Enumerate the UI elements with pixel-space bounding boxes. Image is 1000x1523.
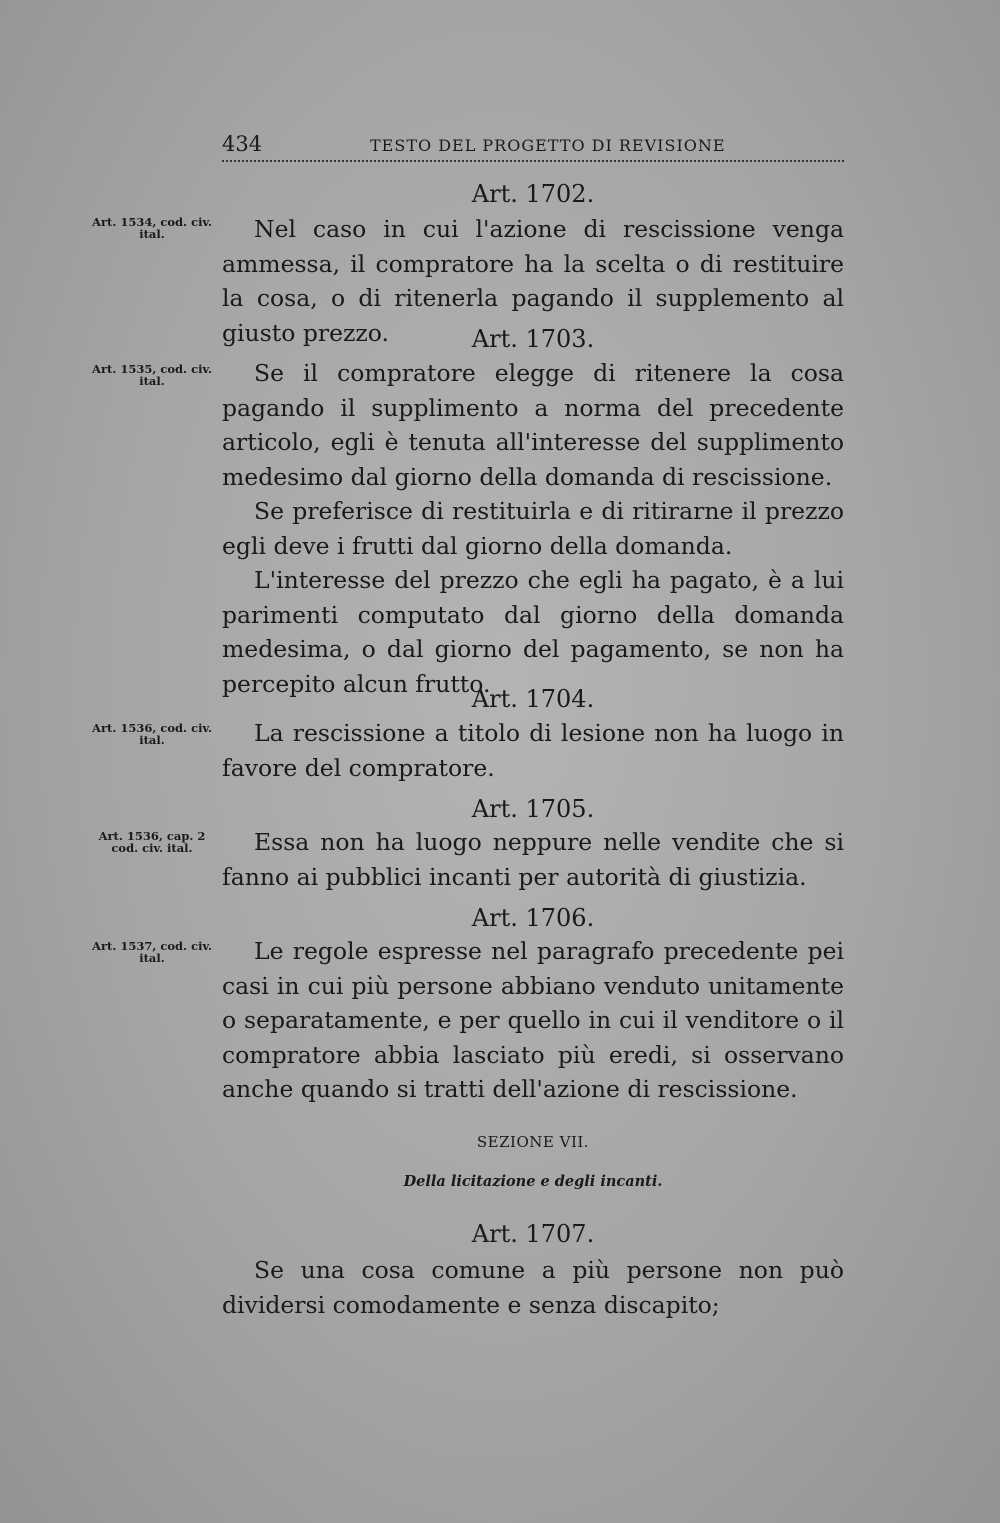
margin-note: Art. 1536, cap. 2 cod. civ. ital. bbox=[98, 829, 206, 855]
header-rule bbox=[222, 160, 844, 162]
paragraph: La rescissione a titolo di lesione non ha luogo in favore del compratore. bbox=[222, 719, 844, 782]
article-heading: Art. 1706. bbox=[471, 904, 595, 932]
margin-note: Art. 1535, cod. civ. ital. bbox=[92, 362, 212, 388]
article-heading: Art. 1702. bbox=[471, 180, 595, 208]
paragraph: Essa non ha luogo neppure nelle vendite che si fanno ai pubblici incanti per autorità di giustizia. bbox=[222, 828, 844, 891]
paragraph: Se una cosa comune a più persone non può dividersi comodamente e senza discapito; bbox=[222, 1256, 844, 1319]
paragraph: L'interesse del prezzo che egli ha pagato, è a lui parimenti computato dal giorno della domanda medesima, o dal giorno del pagamento, se non ha percepito alcun frutto. bbox=[222, 566, 844, 698]
page-number: 434 bbox=[222, 132, 263, 156]
article-heading: Art. 1705. bbox=[471, 795, 595, 823]
article-heading: Art. 1707. bbox=[471, 1220, 595, 1248]
section-subtitle: Della licitazione e degli incanti. bbox=[403, 1173, 663, 1190]
margin-note: Art. 1536, cod. civ. ital. bbox=[92, 721, 212, 747]
paragraph: Nel caso in cui l'azione di rescissione venga ammessa, il compratore ha la scelta o di restituire la cosa, o di ritenerla pagando il supplemento al giusto prezzo. bbox=[222, 215, 844, 347]
running-head: TESTO DEL PROGETTO DI REVISIONE bbox=[370, 136, 726, 155]
article-heading: Art. 1703. bbox=[471, 325, 595, 353]
paragraph: Le regole espresse nel paragrafo precedente pei casi in cui più persone abbiano venduto unitamente o separatamente, e per quello in cui il venditore o il compratore abbia lasciato più eredi, si osservano anche quando si tratti dell'azione di rescissione. bbox=[222, 937, 844, 1103]
margin-note: Art. 1537, cod. civ. ital. bbox=[92, 939, 212, 965]
margin-note: Art. 1534, cod. civ. ital. bbox=[92, 215, 212, 241]
section-title: SEZIONE VII. bbox=[476, 1133, 590, 1151]
article-heading: Art. 1704. bbox=[471, 685, 595, 713]
paragraph: Se preferisce di restituirla e di ritirarne il prezzo egli deve i frutti dal giorno della domanda. bbox=[222, 497, 844, 560]
paragraph: Se il compratore elegge di ritenere la cosa pagando il supplimento a norma del precedente articolo, egli è tenuta all'interesse del supplimento medesimo dal giorno della domanda di rescissione. bbox=[222, 359, 844, 491]
